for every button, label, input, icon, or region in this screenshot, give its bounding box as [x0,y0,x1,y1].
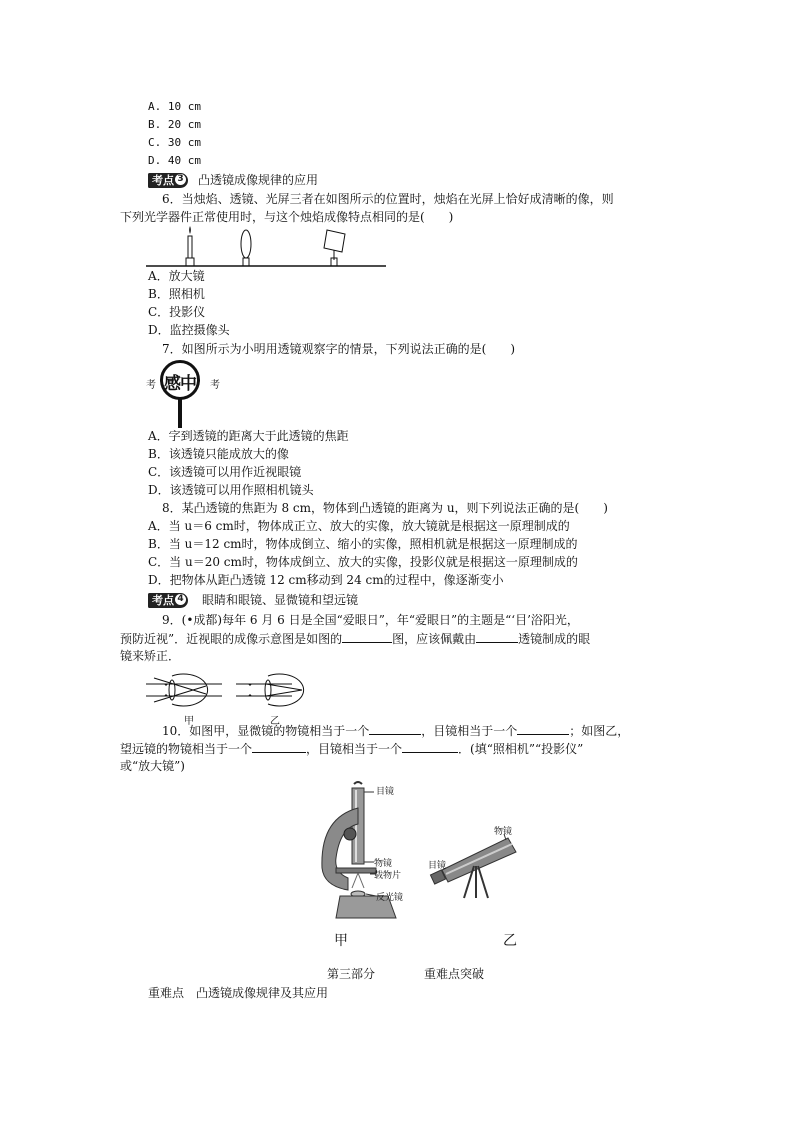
q8-stem: 8．某凸透镜的焦距为 8 cm，物体到凸透镜的距离为 u，则下列说法正确的是( ) [162,501,608,515]
kaodian4-title: 眼睛和眼镜、显微镜和望远镜 [202,593,359,607]
q10-blank-2[interactable] [517,722,569,735]
q5-option-d: D. 40 cm [148,154,201,167]
q7-option-c: C．该透镜可以用作近视眼镜 [148,465,302,479]
magnifier-handle [178,398,182,428]
q6-option-a: A．放大镜 [148,269,205,283]
q9-line3: 镜来矫正． [120,649,181,663]
part3-title-left: 第三部分 [327,967,376,981]
q10-line2: 望远镜的物镜相当于一个 ，目镜相当于一个 ．(填“照相机”“投影仪” [120,742,584,756]
kaodian3-badge: 考点 3 [148,173,188,188]
q10-line3: 或“放大镜”) [120,759,185,773]
q8-option-a: A．当 u＝6 cm时，物体成正立、放大的实像，放大镜就是根据这一原理制成的 [148,519,570,533]
q9-line2: 预防近视”．近视眼的成像示意图是如图的 图，应该佩戴由 透镜制成的眼 [120,632,591,646]
candle-icon [186,226,194,266]
q6-stem-line2: 下列光学器件正常使用时，与这个烛焰成像特点相同的是( ) [120,210,454,224]
optical-bench-figure [146,226,396,270]
q8-option-b: B．当 u＝12 cm时，物体成倒立、缩小的实像，照相机就是根据这一原理制成的 [148,537,578,551]
q7-option-a: A．字到透镜的距离大于此透镜的焦距 [148,429,349,443]
q10-blank-1[interactable] [369,722,421,735]
part3-title-right: 重难点突破 [424,967,485,981]
q5-option-a: A. 10 cm [148,100,201,113]
figure-label-a: 甲 [334,933,348,949]
q10-blank-4[interactable] [402,740,458,753]
magnifier-right-char: 考 [210,380,220,391]
telescope-label-eyepiece: 目镜 [428,861,447,871]
q6-stem-line1: 6．当烛焰、透镜、光屏三者在如图所示的位置时，烛焰在光屏上恰好成清晰的像，则 [162,192,614,206]
q8-option-d: D．把物体从距凸透镜 12 cm移动到 24 cm的过程中，像逐渐变小 [148,573,504,587]
magnifier-enlarged-chars: 感中 [164,374,196,394]
figure-label-b: 乙 [503,933,517,949]
q7-option-b: B．该透镜只能成放大的像 [148,447,289,461]
screen-icon [324,230,345,266]
eye-diagram-a-icon [146,674,222,706]
kaodian3-title: 凸透镜成像规律的应用 [198,173,319,187]
q6-option-c: C．投影仪 [148,305,206,319]
q5-option-c: C. 30 cm [148,136,201,149]
microscope-figure [300,778,420,928]
q6-option-d: D．监控摄像头 [148,323,230,337]
eye-diagram-label-b: 乙 [270,716,280,727]
q8-option-c: C．当 u＝20 cm时，物体成倒立、放大的实像，投影仪就是根据这一原理制成的 [148,555,578,569]
q9-blank-2[interactable] [476,630,518,643]
eye-diagram-label-a: 甲 [184,716,194,727]
q10-line1: 10．如图甲，显微镜的物镜相当于一个 ，目镜相当于一个 ；如图乙， [162,724,630,738]
q10-blank-3[interactable] [252,740,306,753]
telescope-label-objective: 物镜 [494,827,513,837]
microscope-label-mirror: 反光镜 [376,893,404,903]
q5-option-b: B. 20 cm [148,118,201,131]
microscope-label-eyepiece: 目镜 [376,787,395,797]
microscope-icon [300,778,420,928]
kaodian3-heading [148,172,318,189]
microscope-label-slide: 载物片 [374,871,402,881]
kaodian4-heading [148,592,358,609]
q6-option-b: B．照相机 [148,287,205,301]
microscope-label-objective: 物镜 [374,859,393,869]
q9-blank-1[interactable] [342,630,392,643]
eye-diagram-b-icon [236,674,304,706]
q9-line1: 9．(•成都)每年 6 月 6 日是全国“爱眼日”，年“爱眼日”的主题是“‘目’浴阳光， [162,613,579,627]
convex-lens-icon [241,230,251,266]
magnifier-left-char: 考 [146,380,156,391]
telescope-figure [424,820,534,900]
key-point-heading: 重难点 凸透镜成像规律及其应用 [148,986,329,1000]
kaodian4-badge: 考点 4 [148,593,188,608]
magnifier-figure [146,360,226,430]
q7-stem: 7．如图所示为小明用透镜观察字的情景，下列说法正确的是( ) [162,342,516,356]
eye-diagrams-figure [146,668,306,714]
q7-option-d: D．该透镜可以用作照相机镜头 [148,483,314,497]
